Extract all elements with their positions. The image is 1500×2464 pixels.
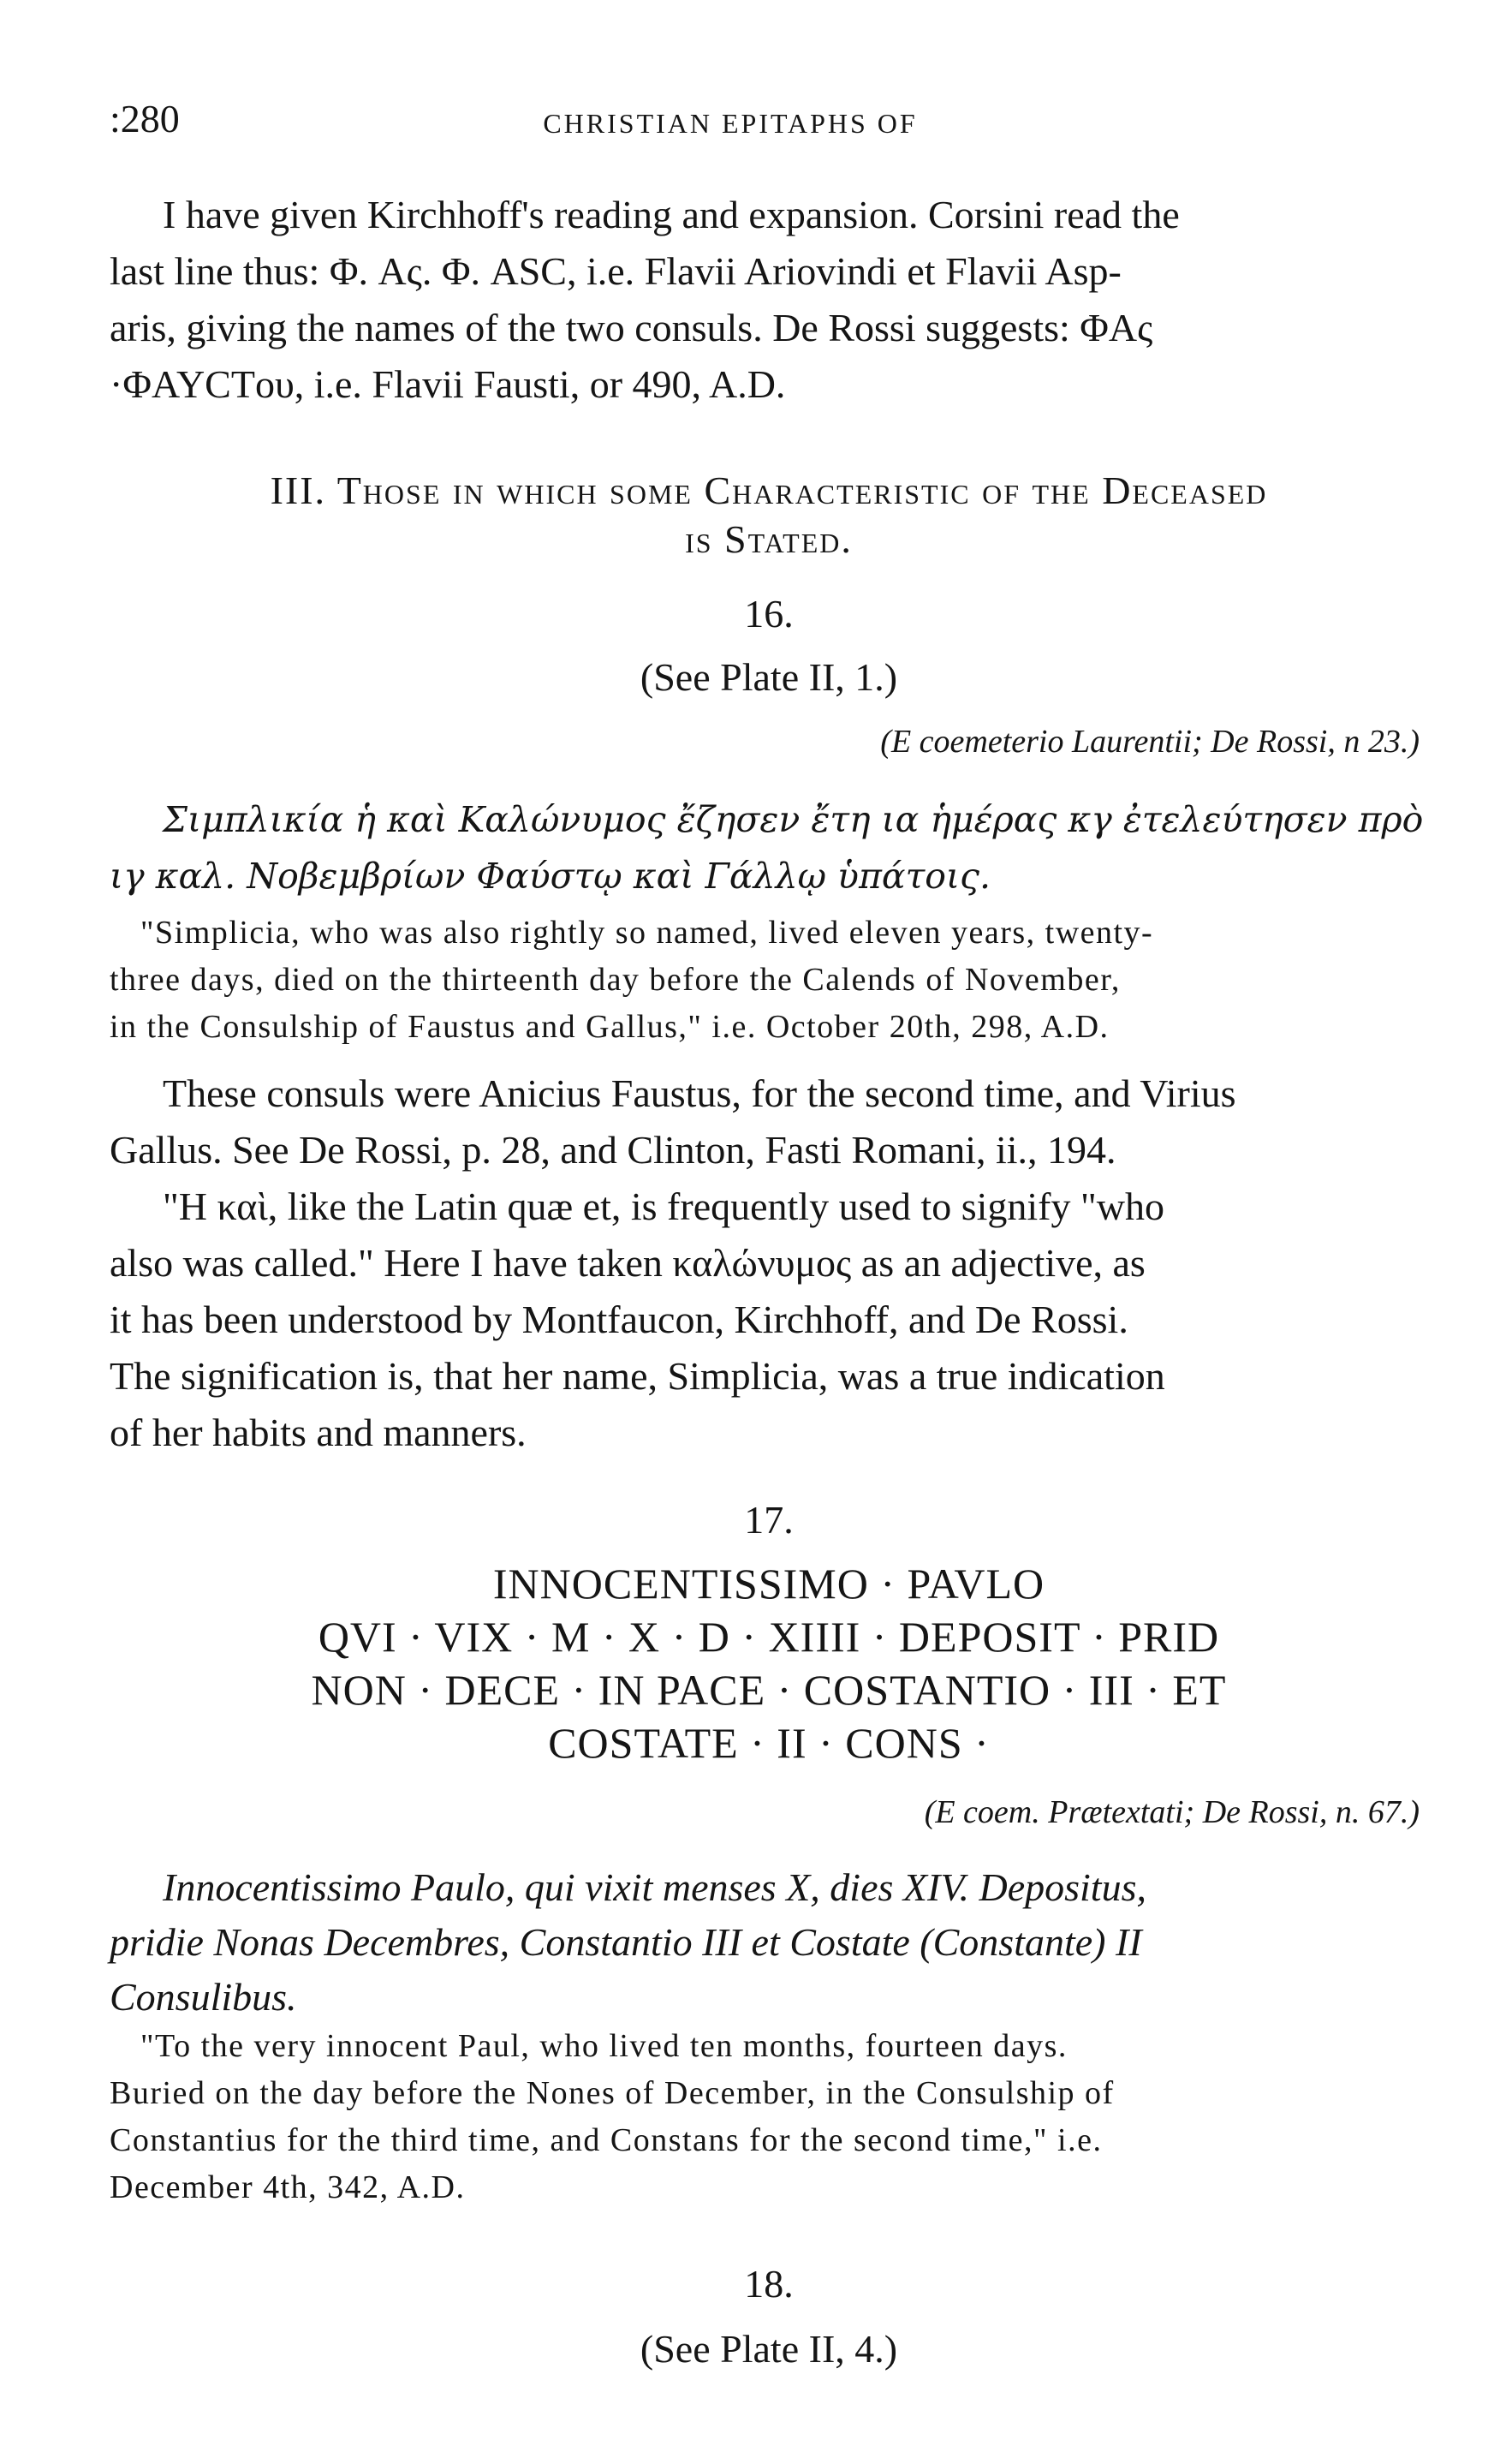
greek-line: Σιμπλικία ἡ καὶ Καλώνυμος ἔζησεν ἔτη ια ἡμέρας κγ ἐτελεύτησεν πρὸ <box>163 799 1424 840</box>
text-line: These consuls were Anicius Faustus, for the second time, and Virius <box>163 1071 1236 1115</box>
entry-number: 17. <box>744 1498 794 1542</box>
text-line: "H καὶ, like the Latin quæ et, is frequently used to signify "who <box>163 1184 1164 1228</box>
latin-line: Innocentissimo Paulo, qui vixit menses X, dies XIV. Depositus, <box>163 1865 1146 1909</box>
inscription <box>110 1557 1428 1769</box>
source-citation: (E coem. Prætextati; De Rossi, n. 67.) <box>924 1794 1420 1830</box>
text-line: of her habits and manners. <box>110 1411 527 1454</box>
translation <box>110 2023 1428 2211</box>
plate-reference: (See Plate II, 4.) <box>640 2327 898 2371</box>
text-line: ·ΦAYCTου, i.e. Flavii Fausti, or 490, A.D. <box>110 362 786 406</box>
section-heading-line: III. Those in which some Characteristic of the Deceased <box>270 468 1268 512</box>
text-line: it has been understood by Montfaucon, Kirchhoff, and De Rossi. <box>110 1298 1128 1341</box>
greek-text <box>110 791 1428 904</box>
latin-expansion <box>110 1860 1428 2025</box>
text-line: last line thus: Φ. Aς. Φ. ASC, i.e. Flavii Ariovindi et Flavii Asp- <box>110 249 1122 293</box>
running-head <box>110 96 1428 147</box>
text-line: I have given Kirchhoff's reading and expansion. Corsini read the <box>163 193 1180 236</box>
entry-number: 16. <box>744 592 794 635</box>
translation-line: "Simplicia, who was also rightly so named, lived eleven years, twenty- <box>140 915 1154 951</box>
translation-line: Constantius for the third time, and Constans for the second time," i.e. <box>110 2122 1103 2158</box>
translation-line: three days, died on the thirteenth day before the Calends of November, <box>110 962 1121 998</box>
inscription-line: QVI · VIX · M · X · D · XIIII · DEPOSIT · PRID <box>318 1613 1220 1661</box>
latin-line: Consulibus. <box>110 1975 297 2019</box>
plate-reference: (See Plate II, 1.) <box>640 655 898 699</box>
translation-line: December 4th, 342, A.D. <box>110 2169 466 2205</box>
entry-number: 18. <box>744 2262 794 2306</box>
running-title: CHRISTIAN EPITAPHS OF <box>543 108 918 139</box>
inscription-line: COSTATE · II · CONS · <box>548 1719 990 1767</box>
text-line: Gallus. See De Rossi, p. 28, and Clinton, Fasti Romani, ii., 194. <box>110 1128 1116 1172</box>
commentary <box>110 1065 1428 1461</box>
source-citation: (E coemeterio Laurentii; De Rossi, n 23.) <box>880 724 1420 760</box>
latin-line: pridie Nonas Decembres, Constantio III et Costate (Constante) II <box>110 1920 1142 1964</box>
greek-line: ιγ καλ. Νοβεμβρίων Φαύστῳ καὶ Γάλλῳ ὑπάτοις. <box>110 856 991 897</box>
intro-paragraph <box>110 187 1428 413</box>
text-line: The signification is, that her name, Simplicia, was a true indication <box>110 1354 1165 1398</box>
translation-line: "To the very innocent Paul, who lived ten months, fourteen days. <box>140 2028 1068 2064</box>
page-number: :280 <box>110 97 180 140</box>
text-line: aris, giving the names of the two consuls. De Rossi suggests: ΦAς <box>110 306 1153 349</box>
inscription-line: NON · DECE · IN PACE · COSTANTIO · III · ET <box>311 1666 1227 1714</box>
inscription-line: INNOCENTISSIMO · PAVLO <box>492 1560 1045 1608</box>
translation-line: Buried on the day before the Nones of December, in the Consulship of <box>110 2075 1115 2111</box>
translation <box>110 910 1428 1051</box>
section-heading-line: is Stated. <box>685 517 853 561</box>
translation-line: in the Consulship of Faustus and Gallus," i.e. October 20th, 298, A.D. <box>110 1009 1110 1045</box>
section-heading <box>110 468 1428 562</box>
text-line: also was called." Here I have taken καλώνυμος as an adjective, as <box>110 1241 1146 1285</box>
